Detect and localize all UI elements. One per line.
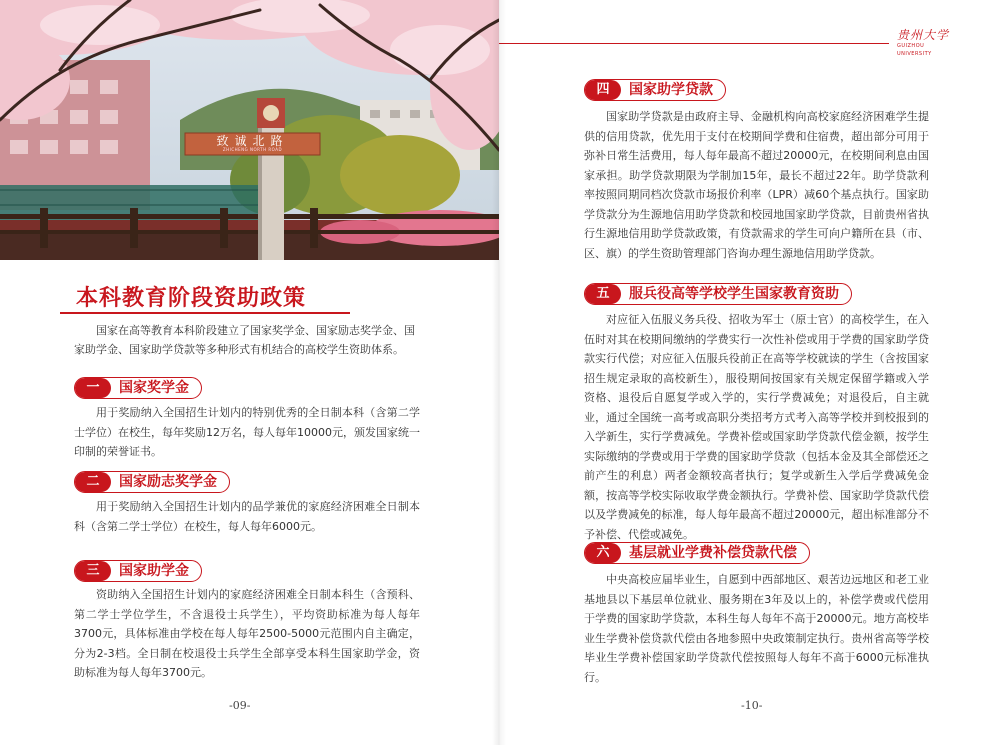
section-title: 国家助学贷款 — [629, 82, 713, 98]
section-number: 二 — [75, 472, 111, 492]
page-number-right: -10- — [741, 699, 763, 712]
title-underline — [60, 312, 350, 314]
section-text-military-service-aid: 对应征入伍服义务兵役、招收为军士（原士官）的高校学生，在入伍时对其在校期间缴纳的学费实行一次性补偿或用于学费的国家助学贷款实行代偿；对应征入伍服兵役前正在高等学校就读的学生（含按国家招生规定录取的高校新生），服役期间按国家有关规定保留学籍或入学资格、退役后自愿复学或入学的，实行学费减免；对退役后，自主就业，通过全国统一高考或高职分类招考方式考入高等学校并到校报到的入学新生，实行学费减免。学费补偿或国家助学贷款代偿金额，按学生实际缴纳的学费或用于学费的国家助学贷款（包括本金及其全部偿还之前产生的利息）两者金额较高者执行；复学或新生入学后学费减免金额，按高等学校实际收取学费金额执行。学费补偿、国家助学贷款代偿以及学费减免的标准，每人每年最高不超过20000元，超出标准部分不予补偿、代偿或减免。 — [584, 313, 929, 541]
campus-photo — [0, 0, 499, 260]
section-pill — [584, 283, 852, 305]
header-rule — [499, 43, 889, 44]
logo-english-name: GUIZHOU UNIVERSITY — [897, 43, 932, 57]
intro-paragraph: 国家在高等教育本科阶段建立了国家奖学金、国家励志奖学金、国家助学金、国家助学贷款等多种形式有机结合的高校学生资助体系。 — [74, 324, 415, 356]
section-number: 五 — [585, 284, 621, 304]
left-page — [0, 0, 499, 745]
road-sign-subtext: ZHICHENG NORTH ROAD — [222, 147, 283, 152]
section-title: 基层就业学费补偿贷款代偿 — [629, 545, 797, 561]
logo-chinese-name: 贵州大学 — [897, 28, 950, 42]
page-title: 本科教育阶段资助政策 — [76, 286, 307, 311]
section-text-national-grant: 资助纳入全国招生计划内的家庭经济困难全日制本科生（含预科、第二学士学位学生，不含退役士兵学生），平均资助标准为每人每年3700元，具体标准由学校在每人每年2500-5000元范围内自主确定，分为2-3档。全日制在校退役士兵学生全部享受本科生国家助学金，资助标准为每人每年3700元。 — [74, 588, 420, 679]
section-title: 国家奖学金 — [119, 380, 189, 396]
section-number: 六 — [585, 543, 621, 563]
section-number: 四 — [585, 80, 621, 100]
section-pill — [74, 377, 202, 399]
university-logo — [897, 28, 957, 56]
section-number: 三 — [75, 561, 111, 581]
section-title: 国家励志奖学金 — [119, 474, 217, 490]
section-text-grassroots-employment: 中央高校应届毕业生，自愿到中西部地区、艰苦边远地区和老工业基地县以下基层单位就业、服务期在3年及以上的，补偿学费或代偿用于学费的国家助学贷款，本科生每人每年不高于20000元。地方高校毕业生学费补偿贷款代偿由各地参照中央政策制定执行。贵州省高等学校毕业生学费补偿国家助学贷款代偿按照每人每年不高于6000元标准执行。 — [584, 573, 929, 684]
section-text-encouragement-scholarship: 用于奖励纳入全国招生计划内的品学兼优的家庭经济困难全日制本科（含第二学士学位）在校生，每人每年6000元。 — [74, 500, 420, 533]
section-text-student-loan: 国家助学贷款是由政府主导、金融机构向高校家庭经济困难学生提供的信用贷款，优先用于支付在校期间学费和住宿费，超出部分可用于弥补日常生活费用，每人每年最高不超过20000元，在校期间利息由国家承担。助学贷款期限为学制加15年，最长不超过22年。助学贷款利率按照同期同档次贷款市场报价利率（LPR）减60个基点执行。国家助学贷款分为生源地信用助学贷款和校园地国家助学贷款，目前贵州省执行生源地信用助学贷款政策，有贷款需求的学生可向户籍所在县（市、区、旗）的学生资助管理部门咨询办理生源地信用助学贷款。 — [584, 110, 929, 260]
right-page — [499, 0, 999, 745]
section-number: 一 — [75, 378, 111, 398]
section-pill — [584, 542, 810, 564]
section-pill — [74, 560, 202, 582]
section-title: 服兵役高等学校学生国家教育资助 — [629, 286, 839, 302]
section-pill — [74, 471, 230, 493]
road-sign-text: 致诚北路 — [216, 134, 289, 148]
section-text-national-scholarship: 用于奖励纳入全国招生计划内的特别优秀的全日制本科（含第二学士学位）在校生，每年奖励12万名，每人每年10000元，颁发国家统一印制的荣誉证书。 — [74, 406, 420, 458]
section-pill — [584, 79, 726, 101]
section-title: 国家助学金 — [119, 563, 189, 579]
page-number-left: -09- — [229, 699, 251, 712]
